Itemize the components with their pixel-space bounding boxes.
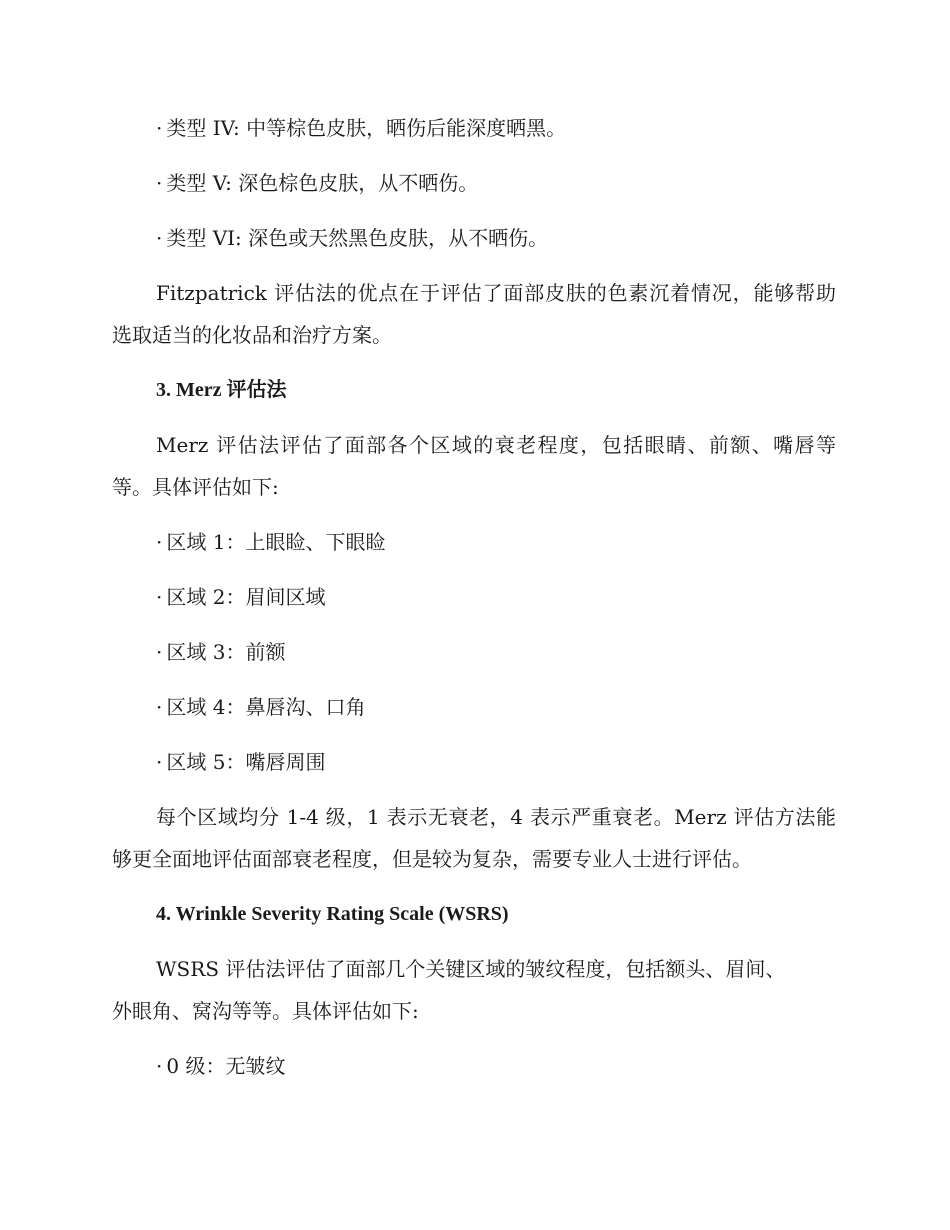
bullet-dot: · (156, 116, 163, 140)
list-item-text: 0 级：无皱纹 (166, 1054, 286, 1078)
list-item (156, 749, 325, 775)
list-item-text: 类型 V: 深色棕色皮肤，从不晒伤。 (166, 171, 479, 195)
list-item-text: 区域 5：嘴唇周围 (166, 750, 326, 774)
list-item (156, 639, 285, 665)
list-item-text: 类型 VI: 深色或天然黑色皮肤，从不晒伤。 (166, 226, 549, 250)
paragraph-line: 够更全面地评估面部衰老程度，但是较为复杂，需要专业人士进行评估。 (112, 847, 752, 871)
section-heading-merz: 3. Merz 评估法 (156, 379, 287, 401)
list-item (156, 225, 548, 251)
list-item (156, 584, 325, 610)
paragraph-line: WSRS 评估法评估了面部几个关键区域的皱纹程度，包括额头、眉间、 (156, 957, 786, 981)
list-item-text: 类型 IV: 中等棕色皮肤，晒伤后能深度晒黑。 (166, 116, 567, 140)
paragraph-line: 每个区域均分 1-4 级，1 表示无衰老，4 表示严重衰老。Merz 评估方法能 (156, 805, 836, 829)
bullet-dot: · (156, 226, 163, 250)
bullet-dot: · (156, 530, 163, 554)
list-item (156, 115, 566, 141)
paragraph-line: Fitzpatrick 评估法的优点在于评估了面部皮肤的色素沉着情况，能够帮助 (156, 281, 836, 305)
paragraph-line: 等。具体评估如下: (112, 475, 279, 499)
paragraph-line: 外眼角、窝沟等等。具体评估如下: (112, 999, 419, 1023)
list-item (156, 1053, 285, 1079)
list-item (156, 529, 385, 555)
section-heading-wsrs: 4. Wrinkle Severity Rating Scale (WSRS) (156, 903, 509, 925)
paragraph-line: Merz 评估法评估了面部各个区域的衰老程度，包括眼睛、前额、嘴唇等 (156, 433, 836, 457)
list-item-text: 区域 2：眉间区域 (166, 585, 326, 609)
bullet-dot: · (156, 171, 163, 195)
paragraph-line: 选取适当的化妆品和治疗方案。 (112, 323, 392, 347)
list-item (156, 694, 365, 720)
list-item-text: 区域 3：前额 (166, 640, 286, 664)
bullet-dot: · (156, 695, 163, 719)
bullet-dot: · (156, 750, 163, 774)
list-item (156, 170, 478, 196)
bullet-dot: · (156, 585, 163, 609)
bullet-dot: · (156, 640, 163, 664)
bullet-dot: · (156, 1054, 163, 1078)
list-item-text: 区域 4：鼻唇沟、口角 (166, 695, 366, 719)
list-item-text: 区域 1：上眼睑、下眼睑 (166, 530, 386, 554)
